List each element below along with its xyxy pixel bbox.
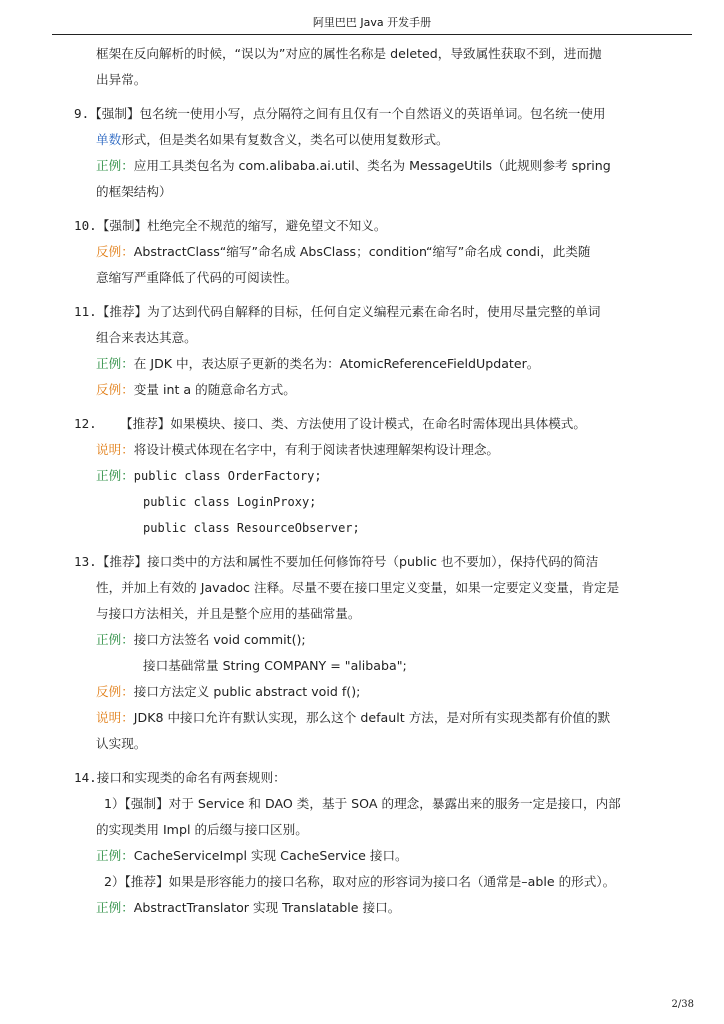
negative-example-label: 反例：: [96, 244, 134, 259]
item-text: 【强制】包名统一使用小写，点分隔符之间有且仅有一个自然语义的英语单词。包名统一使用: [89, 106, 606, 121]
item-text: 【推荐】为了达到代码自解释的目标，任何自定义编程元素在命名时，使用尽量完整的单词: [96, 304, 601, 319]
example-text: 意缩写严重降低了代码的可阅读性。: [96, 270, 298, 285]
code-line: public class OrderFactory;: [133, 469, 322, 483]
rule-item-10: [74, 213, 694, 291]
note-label: 说明：: [96, 710, 134, 725]
item-number: 13.: [74, 554, 97, 569]
example-text: AbstractClass“缩写”命名成 AbsClass；condition“缩写”命名成 condi，此类随: [133, 244, 591, 259]
positive-example-label: 正例：: [96, 468, 134, 483]
page-number: 2/38: [671, 999, 694, 1010]
example-text: 接口基础常量 String COMPANY = "alibaba";: [143, 658, 407, 673]
positive-example-label: 正例：: [96, 158, 134, 173]
item-text: 【推荐】如果模块、接口、类、方法使用了设计模式，在命名时需体现出具体模式。: [120, 416, 586, 431]
sub-rule-2: 2）【推荐】如果是形容能力的接口名称，取对应的形容词为接口名（通常是–able 的形式）。: [104, 874, 616, 889]
continuation-line-2: 出异常。: [96, 72, 147, 87]
sub-rule-1-cont: 的实现类用 Impl 的后缀与接口区别。: [96, 822, 308, 837]
code-line: public class ResourceObserver;: [143, 521, 360, 535]
item-text: 【推荐】接口类中的方法和属性不要加任何修饰符号（public 也不要加），保持代码的简洁: [96, 554, 599, 569]
item-text: 组合来表达其意。: [96, 330, 197, 345]
rule-item-9: [74, 101, 694, 205]
note-text: 将设计模式体现在名字中，有利于阅读者快速理解架构设计理念。: [133, 442, 499, 457]
example-text: 应用工具类包名为 com.alibaba.ai.util、类名为 MessageUtils（此规则参考 spring: [133, 158, 611, 173]
item-text: 【强制】杜绝完全不规范的缩写，避免望文不知义。: [96, 218, 387, 233]
document-body: [74, 41, 694, 921]
item-number: 9.: [74, 106, 90, 121]
item-text: 性，并加上有效的 Javadoc 注释。尽量不要在接口里定义变量，如果一定要定义变量，肯定是: [96, 580, 620, 595]
example-text: 在 JDK 中，表达原子更新的类名为：AtomicReferenceFieldUpdater。: [133, 356, 540, 371]
example-text: 变量 int a 的随意命名方式。: [133, 382, 296, 397]
rule-item-11: [74, 299, 694, 403]
example-text: 接口方法定义 public abstract void f();: [133, 684, 361, 699]
rule-item-13: [74, 549, 694, 757]
header-divider: [52, 34, 692, 35]
rule-item-14: [74, 765, 694, 921]
note-text: JDK8 中接口允许有默认实现，那么这个 default 方法，是对所有实现类都有价值的默: [133, 710, 611, 725]
example-text: CacheServiceImpl 实现 CacheService 接口。: [133, 848, 408, 863]
note-text: 认实现。: [96, 736, 147, 751]
code-line: public class LoginProxy;: [143, 495, 317, 509]
positive-example-label: 正例：: [96, 632, 134, 647]
example-text: 的框架结构）: [96, 184, 172, 199]
item-number: 10.: [74, 218, 97, 233]
note-label: 说明：: [96, 442, 134, 457]
item-text: 与接口方法相关，并且是整个应用的基础常量。: [96, 606, 361, 621]
item-number: 11.: [74, 304, 97, 319]
rule-item-12: [74, 411, 694, 541]
example-text: AbstractTranslator 实现 Translatable 接口。: [133, 900, 401, 915]
negative-example-label: 反例：: [96, 684, 134, 699]
item-text: 接口和实现类的命名有两套规则：: [96, 770, 286, 785]
positive-example-label: 正例：: [96, 356, 134, 371]
page-header-title: 阿里巴巴 Java 开发手册: [312, 16, 432, 29]
positive-example-label: 正例：: [96, 900, 134, 915]
sub-rule-1: 1）【强制】对于 Service 和 DAO 类，基于 SOA 的理念，暴露出来的服务一定是接口，内部: [104, 796, 621, 811]
item-number: 12.: [74, 416, 97, 431]
example-text: 接口方法签名 void commit();: [133, 632, 306, 647]
positive-example-label: 正例：: [96, 848, 134, 863]
item-text: 形式，但是类名如果有复数含义，类名可以使用复数形式。: [121, 132, 449, 147]
continuation-line-1: 框架在反向解析的时候，“误以为”对应的属性名称是 deleted，导致属性获取不到，进而抛: [96, 46, 602, 61]
item-number: 14.: [74, 770, 97, 785]
highlight-text: 单数: [96, 132, 122, 147]
negative-example-label: 反例：: [96, 382, 134, 397]
